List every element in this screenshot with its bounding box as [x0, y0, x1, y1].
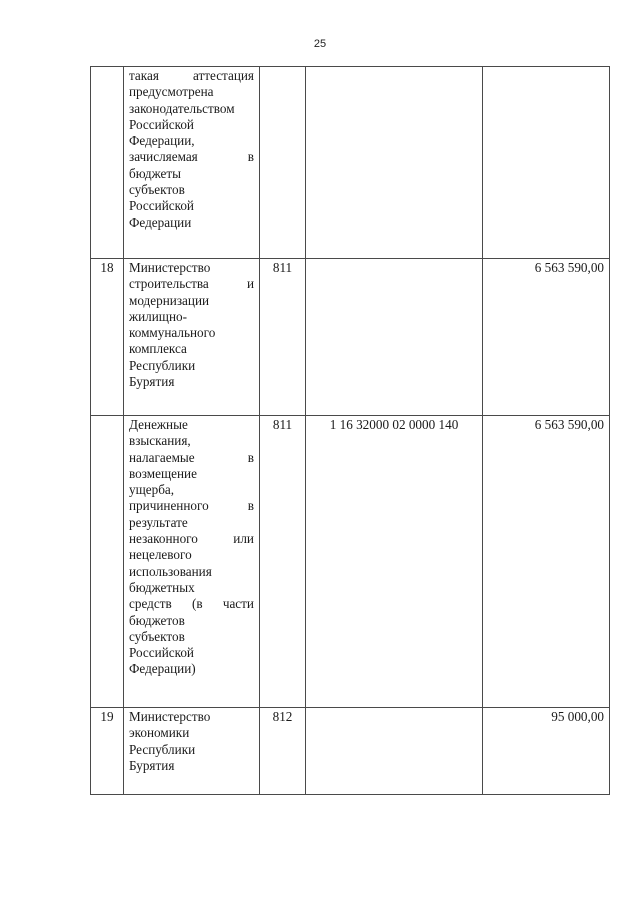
- name-line: использования: [129, 563, 212, 579]
- name-line: [129, 596, 254, 612]
- name-word: или: [233, 531, 254, 547]
- name-word: в: [247, 498, 254, 514]
- name-line: взыскания,: [129, 433, 191, 449]
- name-line: Денежные: [129, 417, 188, 432]
- amount-cell: [483, 67, 610, 259]
- name-line: возмещение: [129, 465, 197, 481]
- name-line: результате: [129, 514, 188, 530]
- name-line: [129, 450, 254, 466]
- amount-cell: 6 563 590,00: [483, 259, 610, 416]
- name-word: части: [222, 596, 254, 612]
- table-row: [91, 416, 610, 708]
- name-line: Федерации): [129, 661, 196, 677]
- name-word: налагаемые: [129, 449, 195, 465]
- name-line: субъектов: [129, 182, 185, 198]
- name-line: Бурятия: [129, 757, 175, 773]
- income-code-cell: [306, 67, 483, 259]
- admin-code-cell: 811: [260, 259, 306, 416]
- income-code-cell: 1 16 32000 02 0000 140: [306, 416, 483, 708]
- name-line: Республики: [129, 357, 196, 373]
- name-word: и: [246, 276, 254, 292]
- admin-code-cell: [260, 67, 306, 259]
- admin-code-cell: 812: [260, 708, 306, 795]
- name-word: в: [247, 149, 254, 165]
- table-row: [91, 259, 610, 416]
- name-line: модернизации: [129, 292, 210, 308]
- name-line: предусмотрена: [129, 84, 214, 100]
- row-name-cell: [124, 259, 260, 416]
- name-line: Федерации: [129, 214, 192, 230]
- name-line: комплекса: [129, 341, 187, 357]
- amount-cell: 95 000,00: [483, 708, 610, 795]
- budget-income-table: [90, 66, 610, 795]
- amount-cell: 6 563 590,00: [483, 416, 610, 708]
- table-body: [91, 67, 610, 795]
- name-line: Российской: [129, 198, 194, 214]
- name-line: законодательством: [129, 100, 235, 116]
- name-line: жилищно-: [129, 308, 188, 324]
- name-line: Бурятия: [129, 374, 175, 390]
- name-word: аттестация: [192, 68, 254, 83]
- name-line: [129, 68, 254, 84]
- income-code-cell: [306, 708, 483, 795]
- name-line: бюджеты: [129, 165, 182, 181]
- row-number-cell: [91, 67, 124, 259]
- name-line: [129, 498, 254, 514]
- admin-code-cell: 811: [260, 416, 306, 708]
- name-line: Республики: [129, 741, 196, 757]
- name-word: незаконного: [129, 531, 198, 547]
- name-line: Министерство: [129, 260, 211, 275]
- row-number-cell: [91, 416, 124, 708]
- row-name-cell: [124, 708, 260, 795]
- name-line: Федерации,: [129, 133, 195, 149]
- income-code-cell: [306, 259, 483, 416]
- name-word: зачисляемая: [129, 149, 198, 165]
- name-line: Российской: [129, 116, 194, 132]
- table-row: [91, 67, 610, 259]
- name-word: такая: [129, 68, 159, 83]
- name-line: коммунального: [129, 325, 216, 341]
- name-word: (в: [191, 596, 203, 612]
- name-line: субъектов: [129, 628, 185, 644]
- name-word: причиненного: [129, 498, 209, 514]
- row-number-cell: 18: [91, 259, 124, 416]
- name-line: ущерба,: [129, 482, 175, 498]
- name-word: в: [247, 449, 254, 465]
- row-number-cell: 19: [91, 708, 124, 795]
- name-line: бюджетных: [129, 579, 195, 595]
- table-row: [91, 708, 610, 795]
- page-number: 25: [313, 38, 327, 50]
- name-word: строительства: [129, 276, 209, 292]
- row-name-cell: [124, 416, 260, 708]
- name-word: средств: [129, 596, 172, 612]
- name-line: экономики: [129, 725, 190, 741]
- row-name-cell: [124, 67, 260, 259]
- name-line: бюджетов: [129, 612, 185, 628]
- name-line: [129, 276, 254, 292]
- name-line: [129, 531, 254, 547]
- name-line: Министерство: [129, 709, 211, 724]
- name-line: Российской: [129, 645, 194, 661]
- name-line: [129, 149, 254, 165]
- name-line: нецелевого: [129, 547, 192, 563]
